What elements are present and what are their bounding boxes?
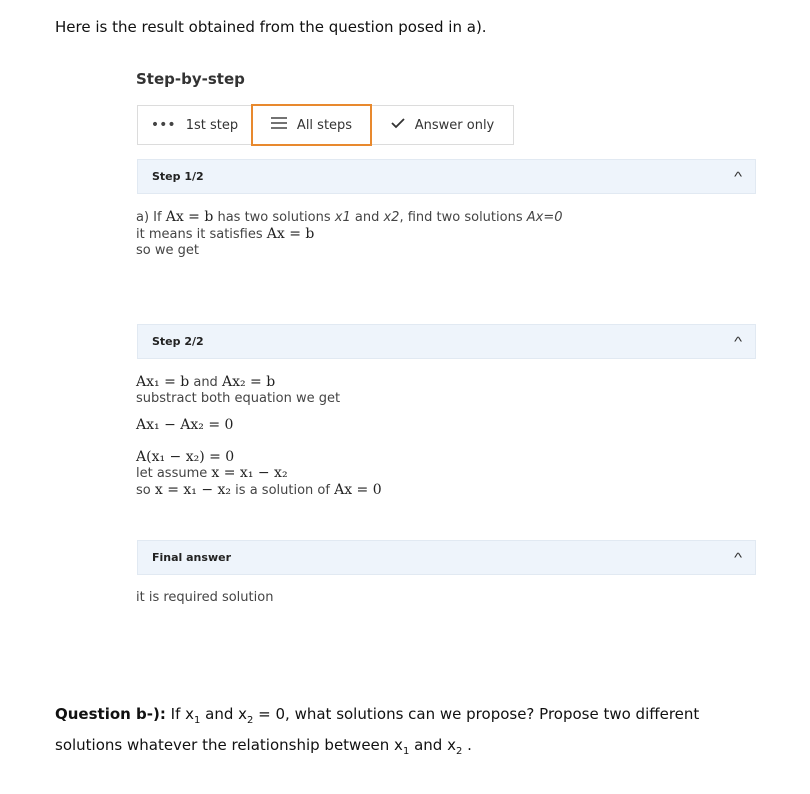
subscript: 1 (402, 746, 410, 757)
text: a) If (136, 210, 166, 225)
text: and (189, 375, 222, 390)
step-2-header[interactable] (137, 324, 756, 359)
tab-label: Answer only (414, 117, 495, 133)
text: If x (165, 705, 194, 723)
step-1-header[interactable] (137, 159, 756, 194)
step-2-line-3: Ax₁ − Ax₂ = 0 (136, 417, 234, 433)
subscript: 2 (247, 715, 254, 726)
chevron-up-icon[interactable]: ^ (733, 169, 742, 184)
chevron-up-icon[interactable]: ^ (733, 334, 742, 349)
check-icon (391, 117, 405, 133)
step-2-label: Step 2/2 (152, 335, 204, 348)
text: it means it satisfies (136, 227, 267, 242)
step-1-line-2 (136, 226, 562, 243)
step-2-content (136, 374, 382, 499)
view-tabs (137, 105, 514, 145)
subscript: 2 (455, 746, 463, 757)
text: so (136, 483, 155, 498)
panel-title: Step-by-step (136, 70, 245, 88)
step-2-line-4: A(x₁ − x₂) = 0 (136, 449, 235, 465)
math: Ax=0 (526, 210, 563, 225)
text: and x (409, 736, 456, 754)
tab-label: All steps (296, 117, 353, 133)
math: Ax = b (165, 209, 214, 225)
final-answer-text: it is required solution (136, 590, 274, 605)
text: and (350, 210, 384, 225)
text: . (462, 736, 472, 754)
text: has two solutions (213, 210, 335, 225)
intro-text: Here is the result obtained from the question posed in a). (55, 18, 487, 36)
step-2-line-1 (136, 374, 382, 391)
math: x1 (334, 210, 351, 225)
text: is a solution of (231, 483, 335, 498)
tab-1st-step[interactable] (138, 106, 251, 144)
math: Ax = b (266, 226, 315, 242)
step-1-content (136, 209, 562, 259)
step-2-line-2: substract both equation we get (136, 391, 341, 406)
final-answer-label: Final answer (152, 551, 231, 564)
step-2-line-5 (136, 465, 382, 482)
step-1-label: Step 1/2 (152, 170, 204, 183)
list-lines-icon (271, 117, 287, 133)
more-dots-icon: ••• (150, 117, 176, 133)
tab-label: 1st step (185, 117, 239, 133)
question-b (55, 702, 765, 764)
chevron-up-icon[interactable]: ^ (733, 550, 742, 565)
text: let assume (136, 466, 212, 481)
final-answer-header[interactable] (137, 540, 756, 575)
math: x2 (383, 210, 400, 225)
subscript: 1 (194, 715, 201, 726)
text: , find two solutions (399, 210, 527, 225)
tab-answer-only[interactable] (372, 106, 513, 144)
math: Ax = 0 (334, 482, 382, 498)
question-label: Question b-): (55, 705, 166, 723)
step-2-line-6 (136, 482, 382, 499)
step-1-line-3: so we get (136, 243, 199, 258)
math: x = x₁ − x₂ (211, 465, 288, 481)
math: Ax₁ = b (136, 374, 190, 390)
tab-all-steps[interactable] (251, 104, 372, 146)
math: x = x₁ − x₂ (154, 482, 232, 498)
step-1-line-1 (136, 209, 562, 226)
text: and x (200, 705, 248, 723)
text: = 0, what solutions can we propose? Propose two different solutions whatever the relationship between x (55, 705, 700, 754)
math: Ax₂ = b (221, 374, 276, 390)
